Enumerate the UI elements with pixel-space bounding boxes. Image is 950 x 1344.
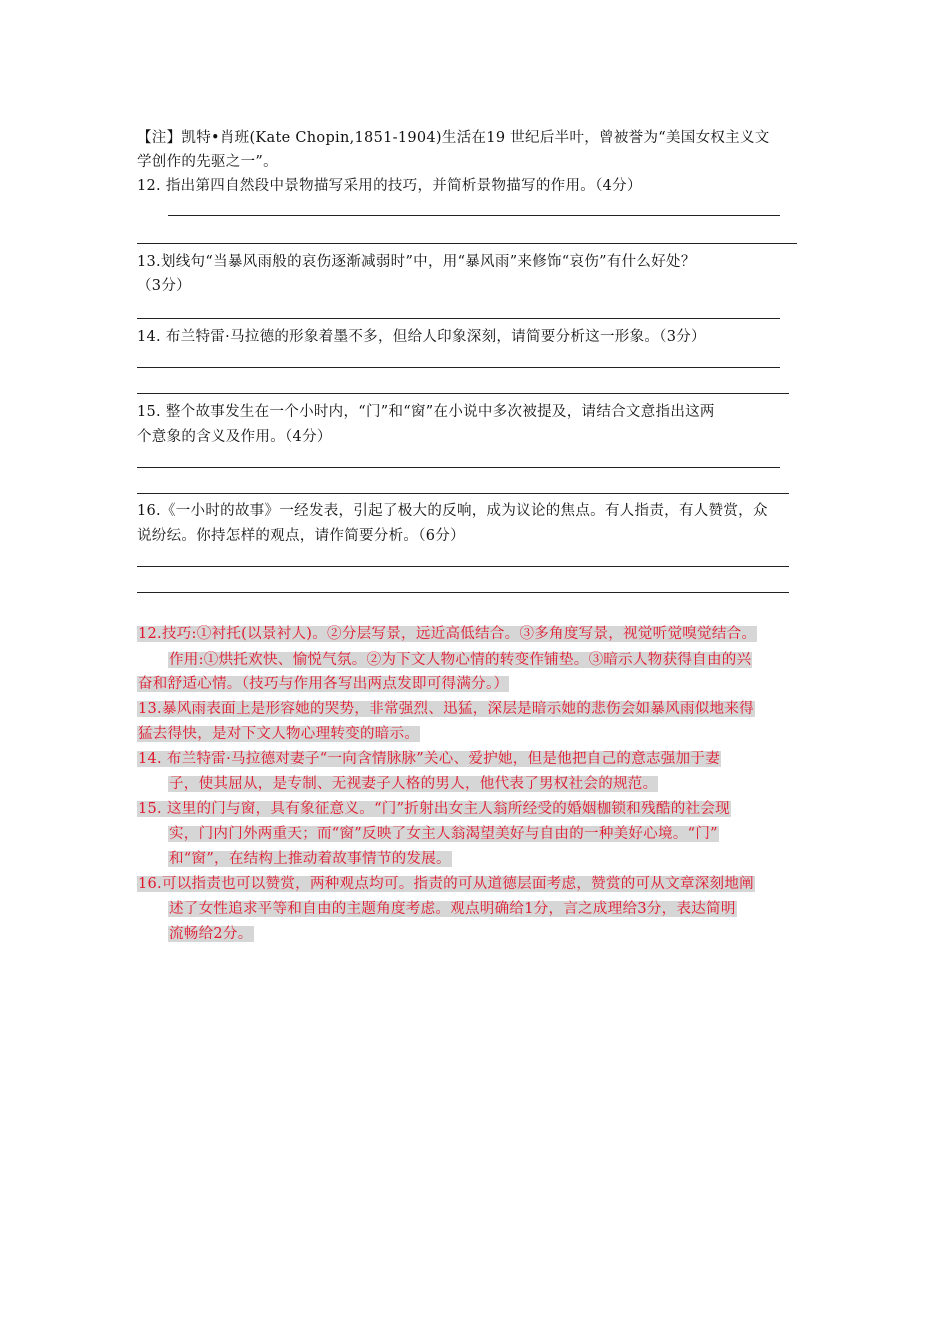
answer-15-line-3: 和“窗”，在结构上推动着故事情节的发展。 xyxy=(169,851,451,867)
answer-12-line-3: 奋和舒适心情。（技巧与作用各写出两点发即可得满分。） xyxy=(138,676,509,692)
answer-13-line-1: 13.暴风雨表面上是形容她的哭势，非常强烈、迅猛，深层是暗示她的悲伤会如暴风雨似地来得 xyxy=(138,701,754,717)
answer-line xyxy=(137,318,780,319)
answer-12-line-2: 作用:①烘托欢快、愉悦气氛。②为下文人物心情的转变作铺垫。③暗示人物获得自由的兴 xyxy=(169,652,752,668)
answer-12-line-1: 12.技巧:①衬托(以景衬人)。②分层写景，远近高低结合。③多角度写景，视觉听觉嗅觉结合。 xyxy=(138,626,757,642)
answer-line xyxy=(137,243,797,244)
answer-14-line-2: 子，使其屈从，是专制、无视妻子人格的男人，他代表了男权社会的规范。 xyxy=(169,776,658,792)
answer-line xyxy=(137,493,789,494)
answer-line xyxy=(137,592,789,593)
note-line-2: 学创作的先驱之一”。 xyxy=(137,154,278,170)
answer-13-line-2: 猛去得快，是对下文人物心理转变的暗示。 xyxy=(138,726,420,742)
question-16-line-2: 说纷纭。你持怎样的观点，请作简要分析。（6分） xyxy=(137,528,465,544)
question-16-line-1: 16.《一小时的故事》一经发表，引起了极大的反响，成为议论的焦点。有人指责，有人赞赏，众 xyxy=(137,503,768,519)
answer-15-line-1: 15. 这里的门与窗，具有象征意义。“门”折射出女主人翁所经受的婚姻枷锁和残酷的社会现 xyxy=(138,801,730,817)
answer-line xyxy=(168,215,780,216)
question-13-line-1: 13.划线句“当暴风雨般的哀伤逐渐减弱时”中，用“暴风雨”来修饰“哀伤”有什么好处？ xyxy=(137,254,696,270)
answer-16-line-1: 16.可以指责也可以赞赏，两种观点均可。指责的可从道德层面考虑，赞赏的可从文章深刻地阐 xyxy=(138,876,754,892)
question-15-line-1: 15. 整个故事发生在一个小时内，“门”和“窗”在小说中多次被提及，请结合文意指出这两 xyxy=(137,404,715,420)
answer-16-line-3: 流畅给2分。 xyxy=(169,926,253,942)
question-14: 14. 布兰特雷·马拉德的形象着墨不多，但给人印象深刻，请简要分析这一形象。（3分） xyxy=(137,329,706,345)
answer-line xyxy=(137,467,780,468)
answer-line xyxy=(137,566,789,567)
note-line-1: 【注】凯特•肖班(Kate Chopin,1851-1904)生活在19 世纪后半叶，曾被誉为“美国女权主义文 xyxy=(137,130,770,146)
answer-14-line-1: 14. 布兰特雷·马拉德对妻子“一向含情脉脉”关心、爱护她，但是他把自己的意志强加于妻 xyxy=(138,751,720,767)
answer-line xyxy=(137,367,780,368)
question-15-line-2: 个意象的含义及作用。（4分） xyxy=(137,429,332,445)
question-12: 12. 指出第四自然段中景物描写采用的技巧，并简析景物描写的作用。（4分） xyxy=(137,178,642,194)
question-13-line-2: （3分） xyxy=(137,278,191,294)
answer-16-line-2: 述了女性追求平等和自由的主题角度考虑。观点明确给1分，言之成理给3分，表达简明 xyxy=(169,901,736,917)
answer-line xyxy=(137,393,789,394)
answer-15-line-2: 实，门内门外两重天；而“窗”反映了女主人翁渴望美好与自由的一种美好心境。“门” xyxy=(169,826,718,842)
